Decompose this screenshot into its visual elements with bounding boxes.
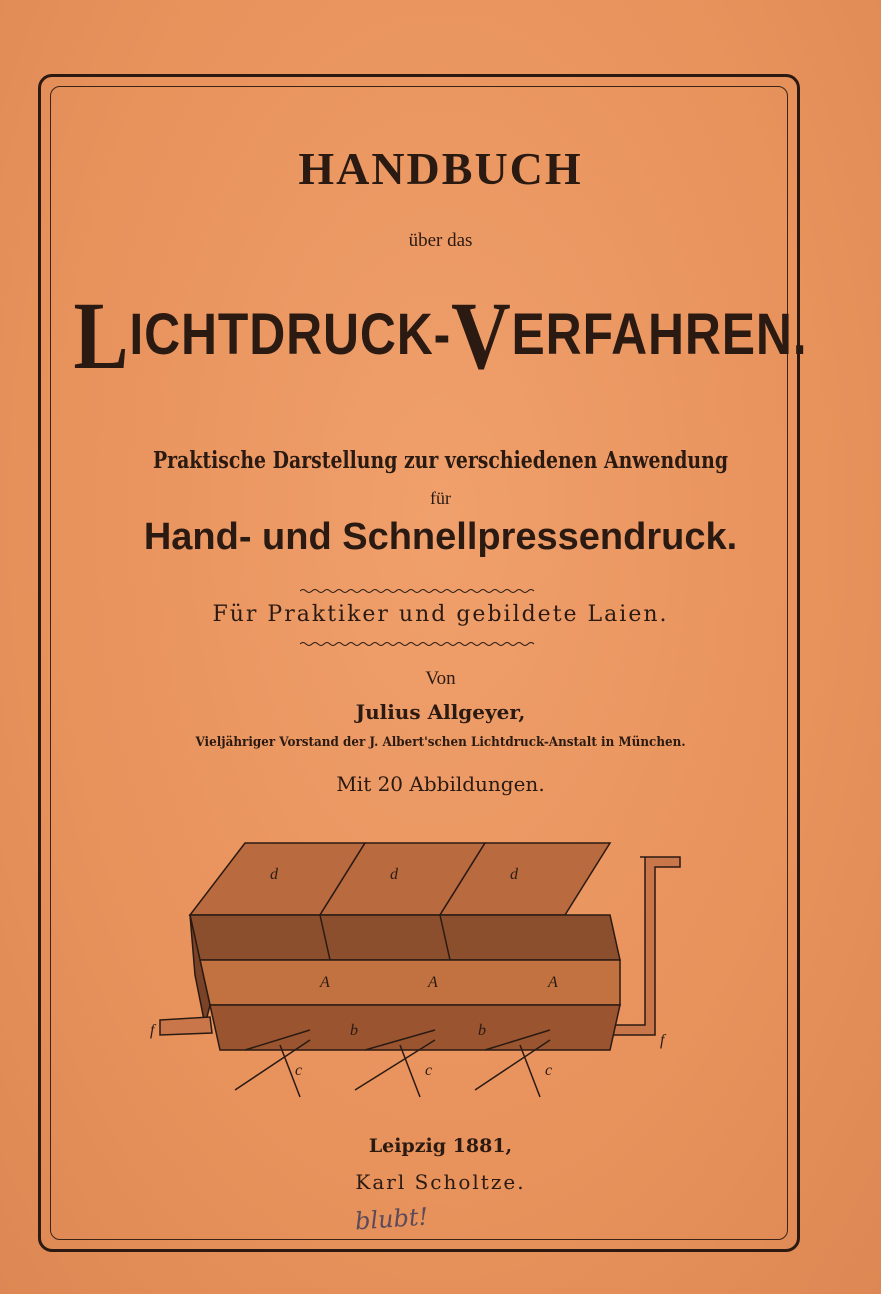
illustrations-note: Mit 20 Abbildungen. (336, 772, 545, 796)
text-ueber-das: über das (408, 230, 473, 251)
author-role: Vieljähriger Vorstand der J. Albert'schen Lichtdruck-Anstalt in München. (195, 735, 686, 750)
label-c-2: c (425, 1062, 433, 1079)
main-title-initial-v: V (451, 282, 512, 389)
label-c-1: c (295, 1062, 303, 1079)
handwritten-note: blubt! (354, 1202, 430, 1236)
place-year: Leipzig 1881, (368, 1135, 513, 1157)
label-d-3: d (510, 866, 518, 883)
label-d-2: d (390, 866, 398, 883)
label-a-2: A (428, 974, 438, 991)
label-c-3: c (545, 1062, 553, 1079)
label-b-2: b (478, 1022, 486, 1039)
text-fuer: für (430, 488, 451, 508)
publisher: Karl Scholtze. (355, 1170, 526, 1194)
subject-title: Hand- und Schnellpressendruck. (143, 516, 738, 558)
title-handbuch: HANDBUCH (298, 143, 583, 194)
label-d-1: d (270, 866, 278, 883)
label-f-2: f (660, 1032, 665, 1049)
engraving-trough-illustration (150, 835, 690, 1115)
subtitle: Praktische Darstellung zur verschiedenen Anwendung (152, 447, 729, 474)
author-name: Julius Allgeyer, (355, 700, 526, 724)
audience-line: Für Praktiker und gebildete Laien. (212, 602, 669, 627)
main-title-part2: ERFAHREN. (511, 302, 808, 367)
label-a-3: A (548, 974, 558, 991)
wavy-divider-bottom (300, 641, 536, 647)
wavy-divider-top (300, 588, 536, 594)
main-title-initial-l: L (73, 282, 130, 389)
label-f-1: f (150, 1022, 155, 1039)
main-title (62, 280, 820, 391)
text-von: Von (425, 668, 456, 689)
label-b-1: b (350, 1022, 358, 1039)
main-title-part1: ICHTDRUCK- (129, 302, 452, 367)
label-a-1: A (320, 974, 330, 991)
